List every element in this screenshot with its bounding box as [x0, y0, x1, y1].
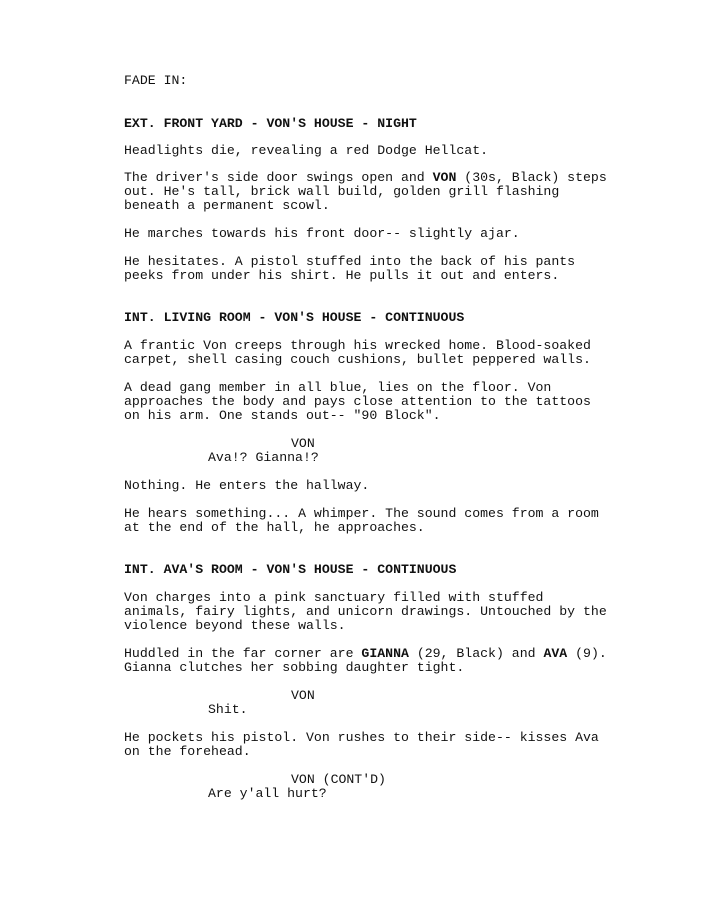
character-intro-von: VON	[432, 170, 457, 185]
action-line: He hears something... A whimper. The sound comes from a room	[124, 506, 599, 521]
dialogue-line: Ava!? Gianna!?	[208, 450, 319, 465]
scene-heading-avas-room: INT. AVA'S ROOM - VON'S HOUSE - CONTINUOUS	[124, 562, 457, 577]
action-line: Nothing. He enters the hallway.	[124, 478, 370, 493]
transition-fade-in: FADE IN:	[124, 73, 188, 88]
action-line: He hesitates. A pistol stuffed into the back of his pants	[124, 254, 576, 269]
action-line: Headlights die, revealing a red Dodge Hellcat.	[124, 143, 489, 158]
action-line: A dead gang member in all blue, lies on the floor. Von	[124, 380, 552, 395]
action-line: Von charges into a pink sanctuary filled with stuffed	[124, 590, 544, 605]
action-line	[124, 171, 607, 185]
scene-heading-living-room: INT. LIVING ROOM - VON'S HOUSE - CONTINUOUS	[124, 310, 465, 325]
dialogue-line: Shit.	[208, 702, 248, 717]
action-line: out. He's tall, brick wall build, golden grill flashing	[124, 184, 560, 199]
action-line: on his arm. One stands out-- "90 Block".	[124, 408, 441, 423]
action-line: beneath a permanent scowl.	[124, 198, 330, 213]
character-intro-ava: AVA	[543, 646, 568, 661]
action-line: He pockets his pistol. Von rushes to their side-- kisses Ava	[124, 730, 599, 745]
action-line: approaches the body and pays close attention to the tattoos	[124, 394, 591, 409]
character-cue: VON (CONT'D)	[291, 772, 386, 787]
action-text: The driver's side door swings open and	[124, 170, 433, 185]
action-text: Huddled in the far corner are	[124, 646, 362, 661]
action-line	[124, 647, 607, 661]
action-text: (30s, Black) steps	[456, 170, 607, 185]
action-text: (9).	[567, 646, 607, 661]
action-line: He marches towards his front door-- slightly ajar.	[124, 226, 520, 241]
action-line: carpet, shell casing couch cushions, bullet peppered walls.	[124, 352, 591, 367]
dialogue-line: Are y'all hurt?	[208, 786, 327, 801]
character-intro-gianna: GIANNA	[361, 646, 409, 661]
character-cue: VON	[291, 688, 315, 703]
action-line: A frantic Von creeps through his wrecked home. Blood-soaked	[124, 338, 591, 353]
action-text: (29, Black) and	[408, 646, 544, 661]
action-line: Gianna clutches her sobbing daughter tight.	[124, 660, 465, 675]
character-cue: VON	[291, 436, 315, 451]
scene-heading-front-yard: EXT. FRONT YARD - VON'S HOUSE - NIGHT	[124, 116, 417, 131]
action-line: at the end of the hall, he approaches.	[124, 520, 425, 535]
action-line: on the forehead.	[124, 744, 251, 759]
action-line: animals, fairy lights, and unicorn drawings. Untouched by the	[124, 604, 607, 619]
action-line: peeks from under his shirt. He pulls it out and enters.	[124, 268, 560, 283]
action-line: violence beyond these walls.	[124, 618, 346, 633]
